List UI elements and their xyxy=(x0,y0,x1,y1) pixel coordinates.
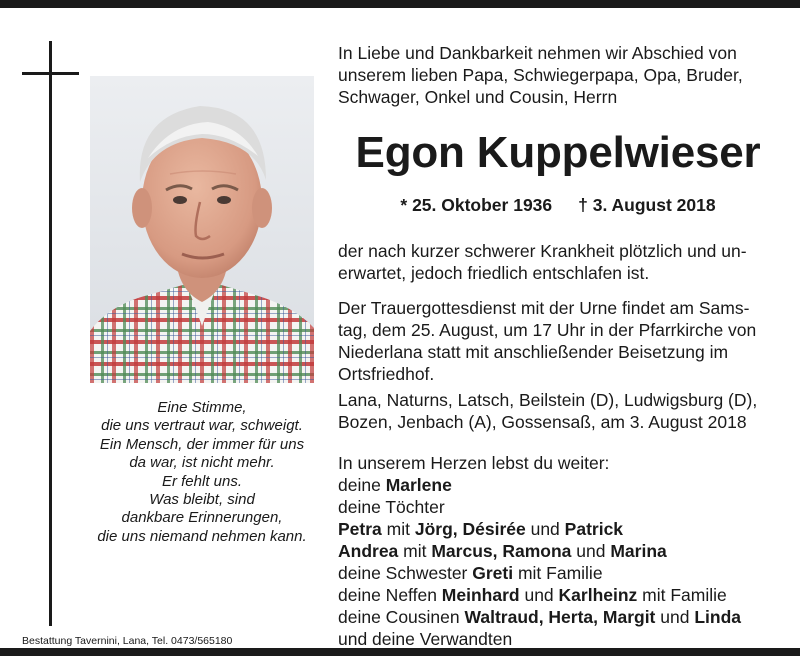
mourner-text: deine Cousinen xyxy=(338,607,465,627)
mourner-text: und xyxy=(525,519,565,539)
mourner-line xyxy=(338,540,770,562)
mourner-name: Andrea xyxy=(338,541,399,561)
poem-line: Er fehlt uns. xyxy=(161,472,243,490)
mourners-list xyxy=(338,452,770,650)
mourner-line xyxy=(338,584,770,606)
passing-text xyxy=(338,240,770,284)
poem-line: Ein Mensch, der immer für uns xyxy=(99,435,305,453)
mourner-name: Linda xyxy=(694,607,741,627)
service-text xyxy=(338,297,770,385)
portrait-photo xyxy=(90,76,314,383)
mourner-line xyxy=(338,518,770,540)
birth-date: * 25. Oktober 1936 xyxy=(400,195,553,215)
memorial-poem xyxy=(66,399,338,546)
mourner-line xyxy=(338,562,770,584)
poem-line: dankbare Erinnerungen, xyxy=(121,509,283,527)
mourner-text: deine Töchter xyxy=(338,497,445,517)
intro-line: unserem lieben Papa, Schwiegerpapa, Opa, Bruder, xyxy=(338,65,743,85)
poem-line: Eine Stimme, xyxy=(157,399,247,416)
service-line: Niederlana statt mit anschließender Beisetzung im xyxy=(338,342,729,362)
mourner-text: mit Familie xyxy=(637,585,727,605)
place-date-line: Bozen, Jenbach (A), Gossensaß, am 3. August 2018 xyxy=(338,412,747,432)
mourners-heading: In unserem Herzen lebst du weiter: xyxy=(338,453,610,473)
mourner-line xyxy=(338,628,770,650)
poem-line: die uns vertraut war, schweigt. xyxy=(101,417,303,435)
mourner-name: Greti xyxy=(472,563,514,583)
poem-line: die uns niemand nehmen kann. xyxy=(97,527,307,545)
mourner-line xyxy=(338,474,770,496)
mourner-name: Jörg, Désirée xyxy=(414,519,526,539)
intro-line: Schwager, Onkel und Cousin, Herrn xyxy=(338,87,618,107)
life-dates xyxy=(338,195,778,216)
mourner-name: Marcus, Ramona xyxy=(431,541,572,561)
mourner-line xyxy=(338,606,770,628)
mourner-text: und xyxy=(655,607,695,627)
mourner-text: deine Schwester xyxy=(338,563,473,583)
passing-line: erwartet, jedoch friedlich entschlafen ist. xyxy=(338,263,650,283)
mourner-text: deine xyxy=(338,475,386,495)
mourner-line xyxy=(338,496,770,518)
mourner-name: Patrick xyxy=(564,519,624,539)
service-line: Der Trauergottesdienst mit der Urne findet am Sams- xyxy=(338,298,750,318)
mourner-name: Petra xyxy=(338,519,382,539)
mourner-name: Marlene xyxy=(385,475,452,495)
service-line: Ortsfriedhof. xyxy=(338,364,435,384)
mourner-name: Karlheinz xyxy=(558,585,638,605)
mourner-name: Waltraud, Herta, Margit xyxy=(464,607,656,627)
poem-line: Was bleibt, sind xyxy=(149,491,255,509)
poem-line: da war, ist nicht mehr. xyxy=(129,454,275,472)
cross-icon xyxy=(49,41,52,626)
mourner-text: deine Neffen xyxy=(338,585,442,605)
deceased-name: Egon Kuppelwieser xyxy=(355,128,761,177)
passing-line: der nach kurzer schwerer Krankheit plötzlich und un- xyxy=(338,241,747,261)
service-line: tag, dem 25. August, um 17 Uhr in der Pfarrkirche von xyxy=(338,320,757,340)
place-date-line: Lana, Naturns, Latsch, Beilstein (D), Ludwigsburg (D), xyxy=(338,390,758,410)
mourner-text: und deine Verwandten xyxy=(338,629,513,649)
mourner-text: mit Familie xyxy=(513,563,603,583)
intro-line: In Liebe und Dankbarkeit nehmen wir Abschied von xyxy=(338,43,737,63)
mourner-text: und xyxy=(571,541,611,561)
cross-icon-bar xyxy=(22,72,79,75)
place-date-text xyxy=(338,389,770,433)
mourner-text: mit xyxy=(381,519,415,539)
mourner-text: und xyxy=(519,585,559,605)
mourner-text: mit xyxy=(398,541,432,561)
funeral-home-credit: Bestattung Tavernini, Lana, Tel. 0473/565180 xyxy=(22,635,233,647)
mourner-name: Marina xyxy=(610,541,667,561)
mourner-name: Meinhard xyxy=(441,585,520,605)
intro-text xyxy=(338,42,770,108)
death-date: † 3. August 2018 xyxy=(578,195,716,215)
